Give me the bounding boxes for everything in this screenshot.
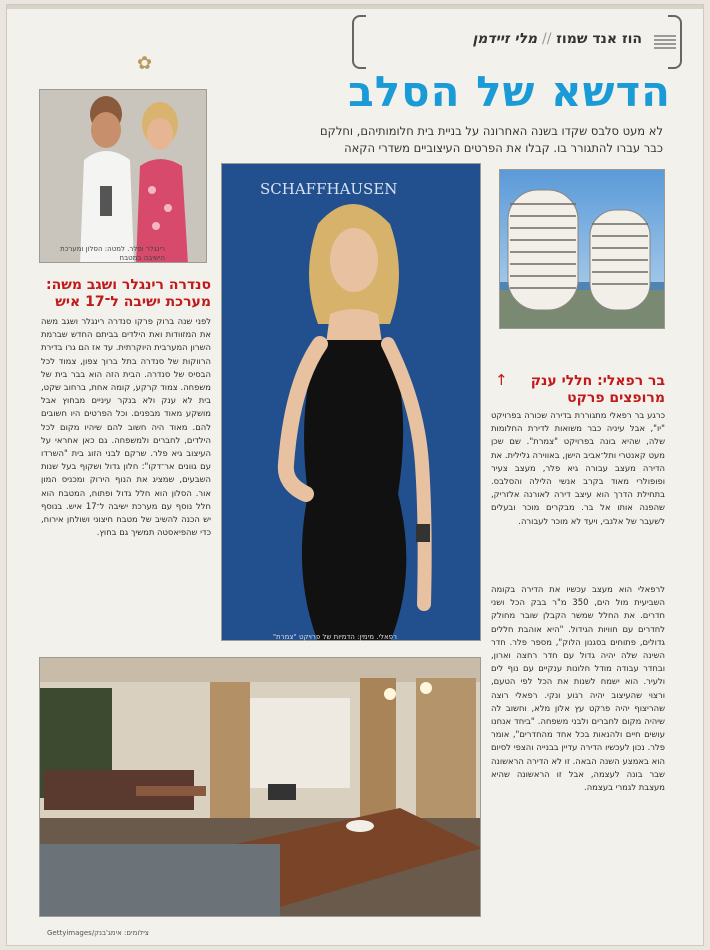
doodle-icon: ✿	[137, 53, 153, 74]
magazine-page	[6, 4, 704, 946]
interior-photo	[39, 657, 481, 917]
header-bracket-left	[352, 15, 366, 69]
right-body-text-1: כרגע בר רפאלי מתגוררת בדירה שכורה בפרויקט "יו", אבל עיניה כבר משואות לדירת החלומות שלה, שהיא בונה בפרויקט "צמרת". שם שכן מעט קאנטרי ותל־אביב הישן, באווירה גלילית. את הדירה מעצב עבורה גיא פלר, מעצב צעיר ופופולרי מאוד בקרב אנשי הלילה והסלבס. בתחילת הדרך הוא עיצב דירה לאורנה אלזריק, שהפנה אותו אל בר. מבקרים מוכר ובעלים לשעבר של אלנבי, ויעד לא מוכר לעבורה.	[491, 410, 665, 526]
header-separator: //	[541, 31, 552, 47]
brand-backdrop-text: SCHAFFHAUSEN	[260, 180, 398, 198]
section-header	[352, 15, 682, 67]
right-section-title: בר רפאלי: חללי ענק מרופצים פרקט	[530, 373, 665, 406]
couple-caption: רינגלר ופלר. למטה: הסלון ומערכת הישיבה במטבח	[60, 245, 165, 262]
towers-photo	[499, 169, 665, 329]
photo-credit: צילומים: אימג'בנק/Gettyimages	[47, 929, 149, 937]
main-photo	[221, 163, 481, 641]
arrow-up-icon: ↑	[495, 371, 508, 389]
header-text	[472, 31, 642, 47]
section-name: הוז אנד שמוז	[556, 31, 642, 47]
author-name: מלי זיידמן	[472, 31, 538, 47]
main-caption: רפאלי. מימין: הדמיות של פרויקט "צמרת"	[272, 633, 397, 641]
interior-illustration	[40, 658, 481, 917]
deck: לא מעט סלבס שקדו בשנה האחרונה על בניית בית חלומותיהם, וחלקם כבר עברו להתגורר בו. קבלו את הפרטים העיצוביים משדרי הקאה	[320, 124, 663, 155]
right-body-text-2: לרפאלי הוא מעצב עכשיו את הדירה בקומה השביעית מול הים, 350 מ"ר בבק הכל ושני חדרים. את החלל שמשר הקבלן שובר מחולק לחדרים עם חוויות הגידול. "היא אוהבת חללים גדולים, פתוחים בסגנון הלוק", מספר פלר. חדר השינה שלה יהיה גדול עם חדר רחצה וארון, ובחדר עבודה מודל חלונות ענקיים עם נוף לים ולעיר. הוא ישמח לשנות את הכל לפי הטעם, ורצוי שהעיצוב יהיה רגוע ונקי. רפאלי רוצה שהריצוף יהיה פרקט עץ אלון מלא, וחשוב לה שיהיה מקום לחברים ולבני משפחה. "ביחד אנחנו עושים חיים ולהנאות בכל אחד מהחדרים", אומר פלר. נכון לעכשיו הדירה עדיין בבנייה והצפי לסיום הוא באמצע השנה הבאה. זו לא הדירה הראשונה שבר בונה לעצמה, אבל זו הראשונה שהיא מעצבת לגמרי בעצמה.	[491, 584, 665, 793]
main-photo-illustration	[222, 164, 481, 641]
left-body-text: לפני שנה ברוק פרקו סנדרה רינגלר ושגב משה את המזוודות ואת הילדים בביתם החדש שברמת השרון המערבית היוקרתית. עד אז הם גרו בדירת הרווקות של סנדרה בתל ברוך צפון, צמוד לכל הבסיס של סנדרה. הבית הזה הוא בבר בית של משפחה. צמוד קרקע, קומה אחת, ברחוב שקט, בית לא ענק ולא בנקר עיניים מבחוץ אבל מושקע מאוד מבפנים. וכל הפרטים היו חשובים להם. מאוד היה חשוב להם שיהיו מקום לכל הילדים, לחברים ולמשפחה. גם כאן אחראי על העיצוב גיא פלר. שרקם לבני הזוג בית "השרדו עם גוונים אר־דקו": חלון גדול ושקוף בעל שנות השבעים, שמציג את הנוף הירוק ומכניס המון אור. הסלון הוא חלל גדול ופתוח, המטבח הוא חלל נוסף עם מערכת ישיבה ל־17 איש. בנוסף יש הכנה להשיב של מטבח חיצוני ושולחן אירוח, כדי שהפיאסטה תמשיך גם בחוץ.	[41, 316, 211, 538]
header-stripes-icon	[654, 33, 676, 49]
left-section-title: סנדרה רינגלר ושגב משה: מערכת ישיבה ל־17 איש	[46, 277, 211, 310]
top-bar	[7, 5, 703, 9]
couple-photo-illustration	[40, 90, 207, 263]
towers-illustration	[500, 170, 665, 329]
headline: הדשא של הסלב	[348, 67, 671, 116]
couple-photo	[39, 89, 207, 263]
